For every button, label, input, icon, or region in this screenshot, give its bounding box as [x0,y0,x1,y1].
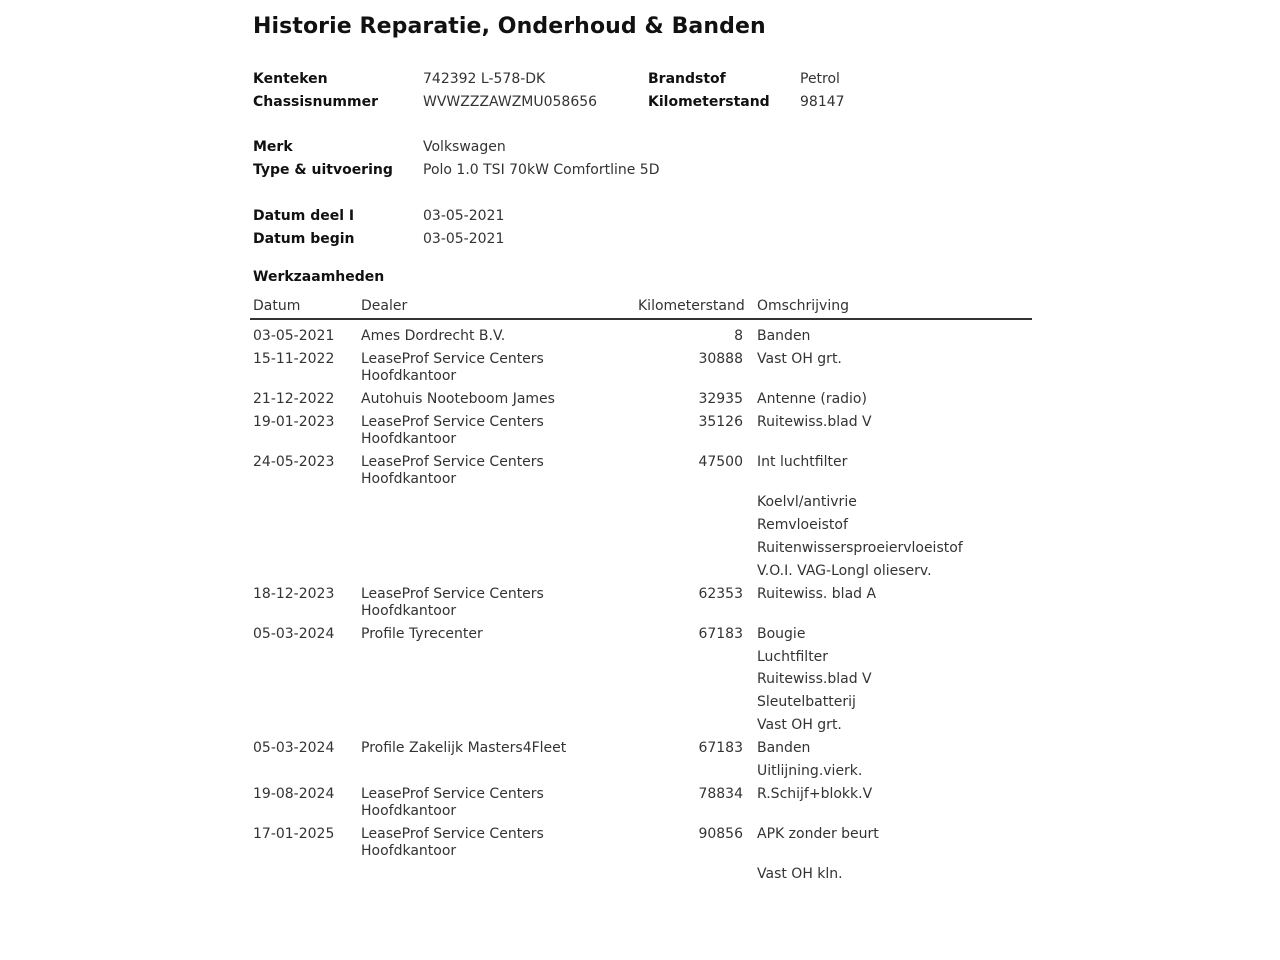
row-dealer [361,414,544,448]
row-desc: Ruitewiss.blad V [757,414,872,430]
row-dealer-line: Hoofdkantoor [361,368,457,384]
row-desc: Luchtfilter [757,649,829,665]
row-desc: Vast OH grt. [757,717,842,733]
row-dealer-line: LeaseProf Service Centers [361,826,544,842]
row-desc: Banden [757,740,811,756]
kenteken-value: 742392 L-578-DK [423,71,546,87]
row-date: 19-08-2024 [253,786,335,802]
datum-deel-value: 03-05-2021 [423,208,505,224]
row-desc: V.O.I. VAG-Longl olieserv. [757,563,932,579]
row-dealer-line: Hoofdkantoor [361,843,457,859]
row-dealer [361,351,544,385]
row-dealer [361,826,544,860]
row-km: 47500 [698,454,743,470]
row-desc: R.Schijf+blokk.V [757,786,873,802]
chassis-value: WVWZZZAWZMU058656 [423,94,598,110]
row-date: 03-05-2021 [253,328,335,344]
row-dealer-line: LeaseProf Service Centers [361,454,544,470]
row-dealer-line: LeaseProf Service Centers [361,786,544,802]
row-km: 30888 [698,351,743,367]
row-km: 67183 [698,740,743,756]
row-date: 24-05-2023 [253,454,335,470]
row-dealer [361,786,544,820]
row-desc: Bougie [757,626,806,642]
brandstof-value: Petrol [800,71,840,87]
row-dealer-line: Profile Zakelijk Masters4Fleet [361,740,567,756]
row-km: 78834 [698,786,743,802]
header-dealer: Dealer [361,298,408,314]
header-date: Datum [253,298,301,314]
row-desc: Banden [757,328,811,344]
row-dealer-line: LeaseProf Service Centers [361,351,544,367]
km-value: 98147 [800,94,845,110]
row-date: 05-03-2024 [253,626,335,642]
row-km: 62353 [698,586,743,602]
row-km: 67183 [698,626,743,642]
type-label: Type & uitvoering [253,162,393,178]
werkzaamheden-title: Werkzaamheden [253,269,385,285]
row-date: 19-01-2023 [253,414,335,430]
table-header [250,296,1032,320]
row-desc: Remvloeistof [757,517,848,533]
row-desc: Int luchtfilter [757,454,848,470]
row-dealer-line: Profile Tyrecenter [361,626,483,642]
row-dealer-line: Hoofdkantoor [361,471,457,487]
row-desc: Koelvl/antivrie [757,494,857,510]
header-desc: Omschrijving [757,298,849,314]
row-dealer-line: Hoofdkantoor [361,803,457,819]
row-dealer-line: Hoofdkantoor [361,603,457,619]
row-dealer [361,626,483,643]
row-dealer-line: Hoofdkantoor [361,431,457,447]
row-desc: Ruitenwissersproeiervloeistof [757,540,963,556]
chassis-label: Chassisnummer [253,94,378,110]
row-desc: Sleutelbatterij [757,694,856,710]
row-date: 05-03-2024 [253,740,335,756]
merk-label: Merk [253,139,293,155]
row-dealer [361,586,544,620]
row-date: 17-01-2025 [253,826,335,842]
werkzaamheden-table [250,296,1032,882]
row-desc: Ruitewiss.blad V [757,671,872,687]
type-value: Polo 1.0 TSI 70kW Comfortline 5D [423,162,660,178]
header-km: Kilometerstand [638,298,745,314]
row-dealer [361,328,505,345]
row-desc: Ruitewiss. blad A [757,586,877,602]
row-km: 32935 [698,391,743,407]
datum-begin-label: Datum begin [253,231,355,247]
row-desc: APK zonder beurt [757,826,879,842]
row-dealer-line: Ames Dordrecht B.V. [361,328,506,344]
row-desc: Uitlijning.vierk. [757,763,863,779]
row-km: 90856 [698,826,743,842]
datum-deel-label: Datum deel I [253,208,355,224]
row-date: 15-11-2022 [253,351,335,367]
datum-begin-value: 03-05-2021 [423,231,505,247]
merk-value: Volkswagen [423,139,506,155]
row-dealer [361,740,566,757]
row-dealer [361,454,544,488]
row-desc: Vast OH grt. [757,351,842,367]
km-label: Kilometerstand [648,94,770,110]
row-desc: Antenne (radio) [757,391,867,407]
row-km: 35126 [698,414,743,430]
row-desc: Vast OH kln. [757,866,843,882]
row-km: 8 [734,328,743,344]
row-dealer-line: Autohuis Nooteboom James [361,391,555,407]
kenteken-label: Kenteken [253,71,328,87]
row-dealer-line: LeaseProf Service Centers [361,414,544,430]
row-date: 21-12-2022 [253,391,335,407]
row-date: 18-12-2023 [253,586,335,602]
row-dealer [361,391,555,408]
row-dealer-line: LeaseProf Service Centers [361,586,544,602]
brandstof-label: Brandstof [648,71,726,87]
page-title: Historie Reparatie, Onderhoud & Banden [253,14,766,39]
